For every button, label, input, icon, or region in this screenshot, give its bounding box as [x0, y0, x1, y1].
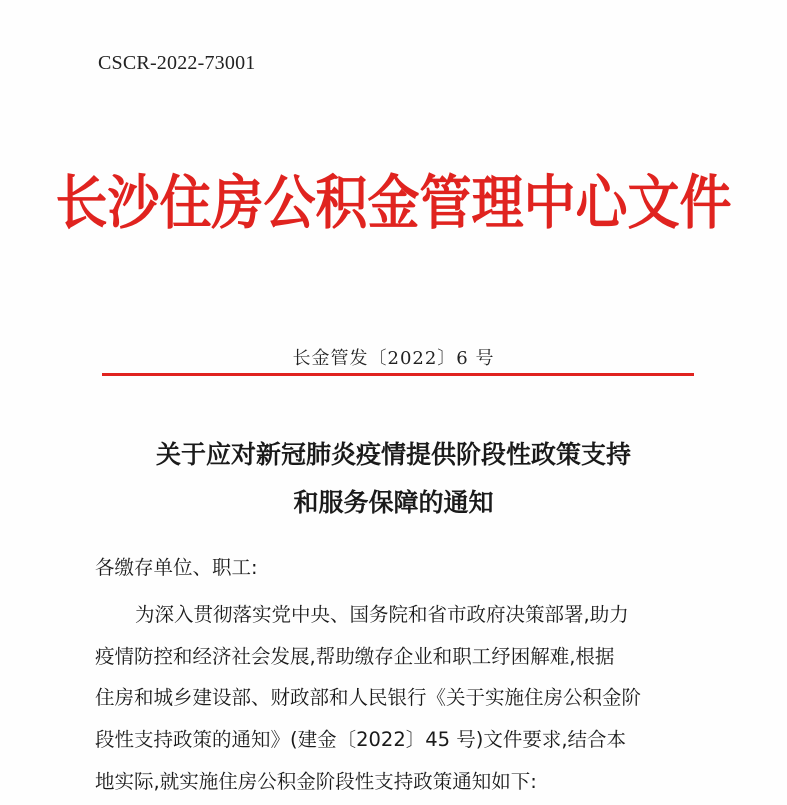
body-line-2: 疫情防控和经济社会发展,帮助缴存企业和职工纾困解难,根据: [95, 645, 615, 668]
red-divider-line: [102, 373, 694, 376]
masthead-title: 长沙住房公积金管理中心文件: [55, 169, 732, 238]
document-code: CSCR-2022-73001: [98, 52, 256, 74]
body-line-5: 地实际,就实施住房公积金阶段性支持政策通知如下:: [95, 770, 537, 793]
document-number: 长金管发〔2022〕6 号: [292, 348, 495, 369]
body-line-3: 住房和城乡建设部、财政部和人民银行《关于实施住房公积金阶: [95, 686, 642, 709]
body-line-4: 段性支持政策的通知》(建金〔2022〕45 号)文件要求,结合本: [95, 728, 627, 751]
body-line-1: 为深入贯彻落实党中央、国务院和省市政府决策部署,助力: [135, 603, 629, 626]
salutation: 各缴存单位、职工:: [95, 556, 258, 579]
notice-title-line-2: 和服务保障的通知: [293, 488, 494, 517]
notice-title-line-1: 关于应对新冠肺炎疫情提供阶段性政策支持: [155, 440, 631, 469]
